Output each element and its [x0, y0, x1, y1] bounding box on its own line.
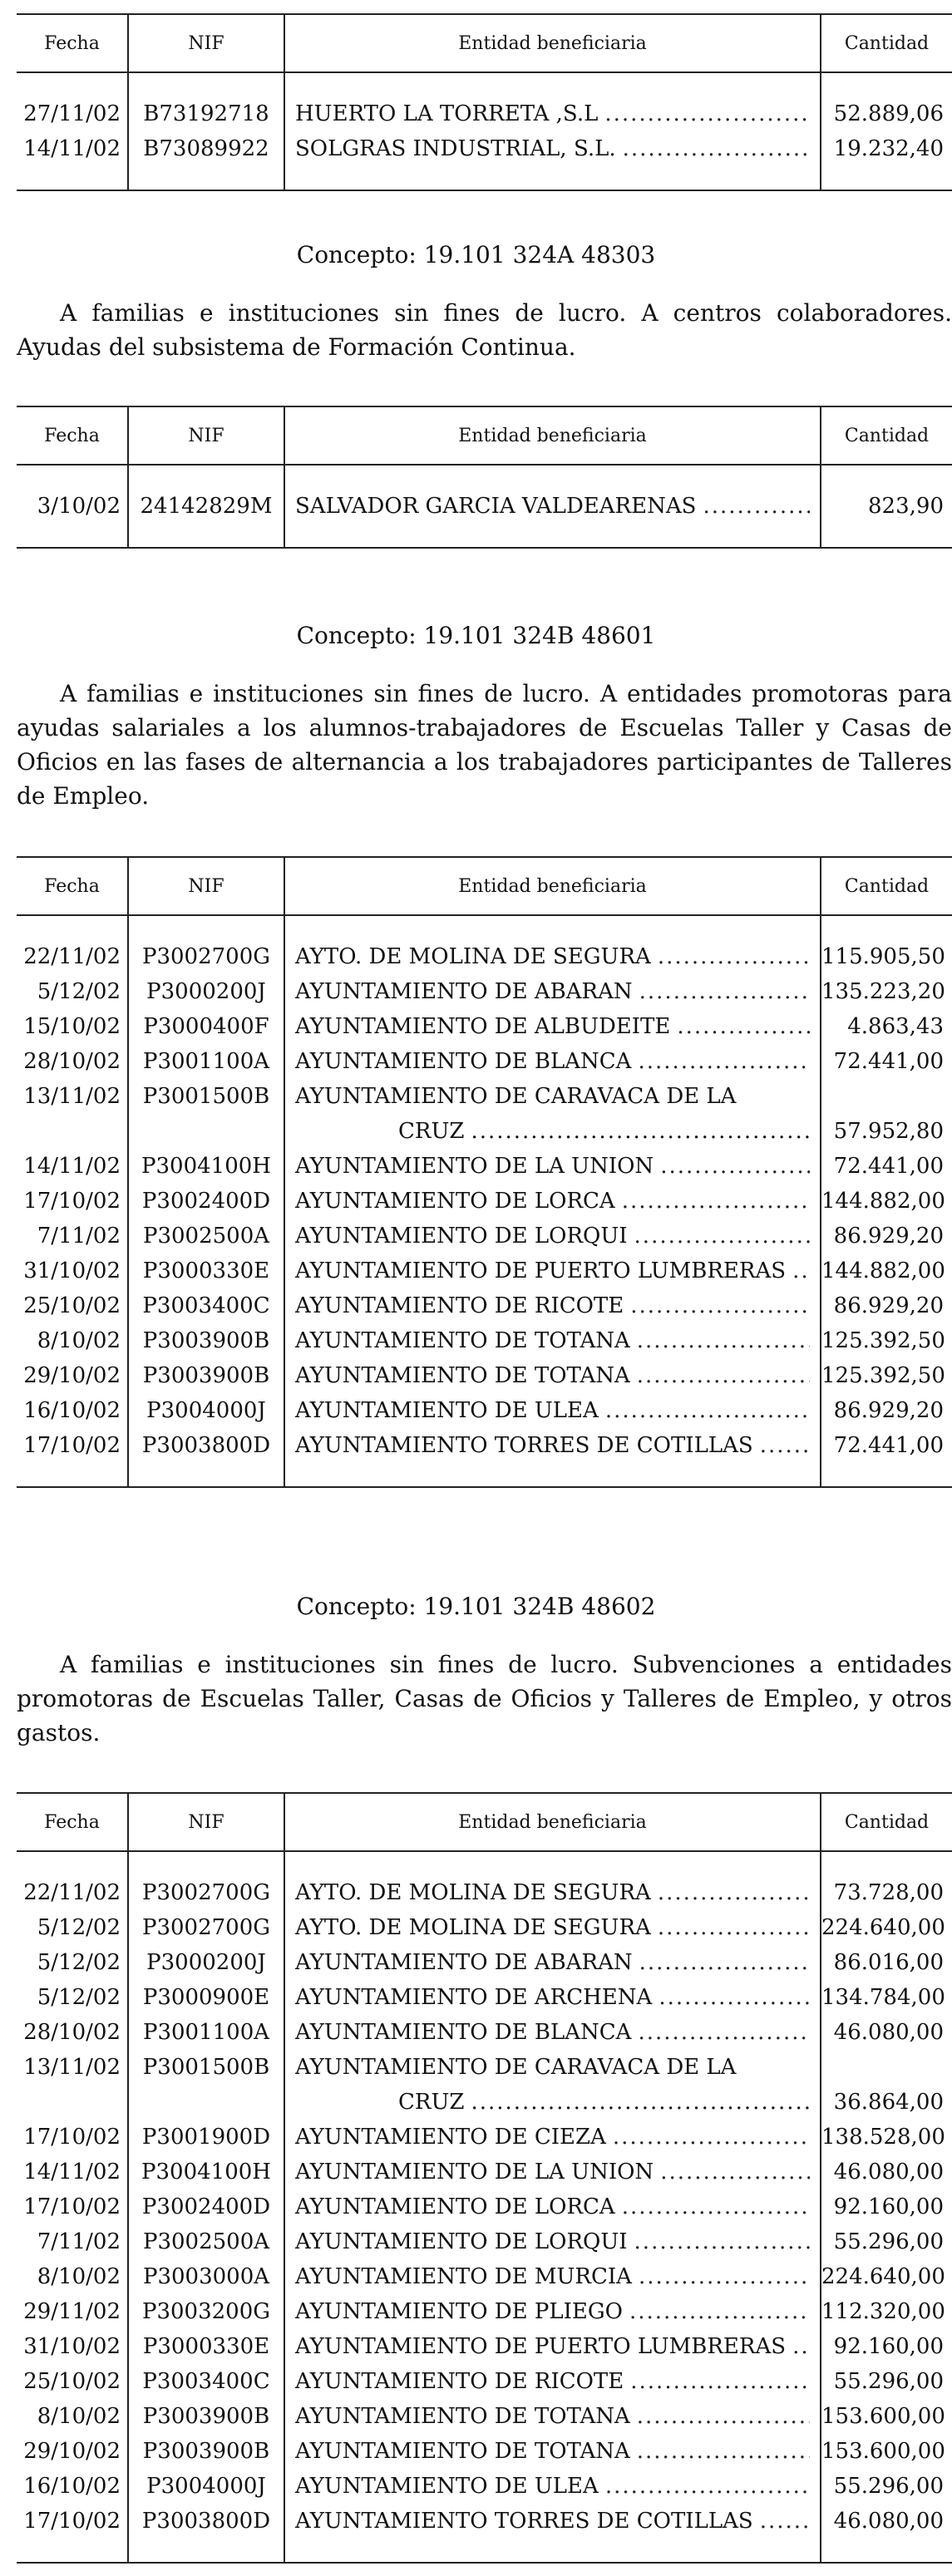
entidad-line-2 [295, 1114, 810, 1149]
cantidad-column [820, 916, 952, 1486]
entidad-column [284, 465, 820, 547]
fecha-column [17, 916, 127, 1486]
fecha-cell: 17/10/02 [23, 2509, 121, 2534]
entidad-cell [285, 2120, 820, 2155]
nif-cell: P3004100H [141, 1154, 271, 1179]
entidad-name: HUERTO LA TORRETA ,S.L [295, 101, 599, 126]
entidad-line-2-text: CRUZ [398, 2090, 465, 2115]
fecha-cell: 17/10/02 [23, 2125, 121, 2150]
entidad-cell [285, 1184, 820, 1219]
nif-cell: P3002400D [141, 1189, 271, 1214]
header-nif: NIF [127, 407, 284, 464]
fecha-cell: 5/12/02 [37, 1950, 121, 1975]
nif-column [127, 465, 284, 547]
cantidad-cell: 138.528,00 [821, 2125, 945, 2150]
entidad-cell [285, 1009, 820, 1044]
entidad-cell [285, 2189, 820, 2224]
fecha-cell: 8/10/02 [37, 2264, 121, 2289]
fecha-cell: 14/11/02 [23, 1154, 121, 1179]
entidad-name: AYTO. DE MOLINA DE SEGURA [295, 1915, 651, 1940]
concepto-description: A familias e instituciones sin fines de lucro. Subvenciones a entidades promotoras de Escuelas Taller, Casas de Oficios y Talleres de Empleo, y otros gastos. [17, 1651, 952, 1746]
entidad-cell [285, 96, 820, 131]
fecha-column [17, 73, 127, 190]
entidad-name: AYUNTAMIENTO TORRES DE COTILLAS [295, 2509, 753, 2534]
fecha-column [17, 465, 127, 547]
table-header [17, 1794, 952, 1852]
entidad-cell [285, 1149, 820, 1184]
cantidad-cell: 36.864,00 [833, 2090, 944, 2115]
cantidad-cell: 57.952,80 [833, 1119, 944, 1144]
nif-cell: P3003900B [142, 2404, 270, 2429]
leader-dots [622, 1184, 810, 1219]
fecha-cell: 31/10/02 [23, 2334, 121, 2359]
cantidad-cell: 125.392,50 [821, 1363, 945, 1388]
cantidad-cell: 46.080,00 [833, 2020, 944, 2045]
leader-dots [634, 2224, 810, 2259]
entidad-name: AYUNTAMIENTO DE TOTANA [295, 2404, 630, 2429]
entidad-cell [285, 1254, 820, 1288]
entidad-cell [285, 2434, 820, 2469]
leader-dots [658, 939, 810, 974]
fecha-cell: 29/11/02 [23, 2299, 121, 2324]
nif-cell: P3002500A [142, 1224, 270, 1249]
header-cantidad: Cantidad [820, 15, 952, 71]
leader-dots [703, 489, 810, 524]
leader-dots [660, 2155, 810, 2189]
fecha-cell: 25/10/02 [23, 1293, 121, 1318]
entidad-cell [285, 1219, 820, 1254]
fecha-cell: 13/11/02 [23, 2055, 121, 2080]
entidad-name: AYUNTAMIENTO DE LORCA [295, 1189, 615, 1214]
leader-dots [660, 1149, 810, 1184]
cantidad-cell: 86.929,20 [833, 1224, 944, 1249]
cantidad-cell: 72.441,00 [833, 1049, 944, 1074]
fecha-cell: 29/10/02 [23, 2439, 121, 2464]
concepto-heading: Concepto: 19.101 324B 48602 [296, 1593, 656, 1620]
entidad-name: AYUNTAMIENTO DE BLANCA [295, 2020, 632, 2045]
cantidad-cell: 86.929,20 [833, 1293, 944, 1318]
leader-dots [605, 2469, 810, 2504]
leader-dots [639, 1945, 810, 1980]
nif-cell: P3001500B [142, 2055, 270, 2080]
leader-dots [659, 1980, 810, 2015]
leader-dots [630, 1288, 810, 1323]
entidad-name: SOLGRAS INDUSTRIAL, S.L. [295, 136, 616, 161]
fecha-cell: 7/11/02 [37, 2229, 121, 2254]
entidad-line-2 [295, 2085, 810, 2120]
entidad-name: AYUNTAMIENTO DE LORCA [295, 2194, 615, 2219]
fecha-column [17, 1852, 127, 2562]
nif-cell: P3000400F [143, 1014, 269, 1039]
nif-column [127, 1852, 284, 2562]
fecha-cell: 7/11/02 [37, 1224, 121, 1249]
cantidad-cell: 4.863,43 [847, 1014, 944, 1039]
nif-cell: P3000200J [146, 1950, 266, 1975]
entidad-cell [285, 2504, 820, 2539]
table-body [17, 916, 952, 1486]
cantidad-cell: 144.882,00 [821, 1189, 945, 1214]
entidad-line-1: AYUNTAMIENTO DE CARAVACA DE LA [295, 1084, 737, 1109]
leader-dots [792, 2329, 810, 2364]
nif-cell: P3003000A [142, 2264, 270, 2289]
cantidad-cell: 153.600,00 [821, 2404, 945, 2429]
entidad-cell [285, 1393, 820, 1428]
header-entidad: Entidad beneficiaria [284, 1794, 820, 1850]
fecha-cell: 16/10/02 [23, 1398, 121, 1423]
fecha-cell: 3/10/02 [37, 494, 121, 519]
nif-cell: P3002700G [141, 944, 271, 969]
table-body [17, 73, 952, 190]
entidad-line-2-text: CRUZ [398, 1119, 465, 1144]
entidad-cell [285, 974, 820, 1009]
entidad-name: AYUNTAMIENTO DE LORQUI [295, 1224, 628, 1249]
leader-dots [637, 1323, 810, 1358]
entidad-column [284, 1852, 820, 2562]
entidad-cell [285, 489, 820, 524]
cantidad-cell: 52.889,06 [833, 101, 944, 126]
fecha-cell: 5/12/02 [37, 1985, 121, 2010]
fecha-cell: 8/10/02 [37, 1328, 121, 1353]
nif-cell: P3003800D [141, 1433, 271, 1458]
nif-cell: P3004100H [141, 2160, 271, 2184]
nif-column [127, 916, 284, 1486]
entidad-cell [285, 2469, 820, 2504]
leader-dots [471, 2085, 810, 2120]
leader-dots [629, 2294, 810, 2329]
leader-dots [622, 2189, 810, 2224]
fecha-cell: 17/10/02 [23, 1189, 121, 1214]
table-body [17, 1852, 952, 2562]
fecha-cell: 28/10/02 [23, 2020, 121, 2045]
leader-dots [613, 2120, 810, 2155]
header-nif: NIF [127, 15, 284, 71]
leader-dots [677, 1009, 810, 1044]
nif-cell: B73089922 [143, 136, 269, 161]
entidad-name: AYUNTAMIENTO DE RICOTE [295, 1293, 624, 1318]
leader-dots [638, 2015, 810, 2050]
entidad-name: AYUNTAMIENTO DE PLIEGO [295, 2299, 623, 2324]
concepto-heading: Concepto: 19.101 324B 48601 [296, 622, 656, 649]
entidad-cell [285, 2050, 820, 2120]
entidad-name: AYTO. DE MOLINA DE SEGURA [295, 944, 651, 969]
header-cantidad: Cantidad [820, 407, 952, 464]
entidad-name: AYUNTAMIENTO DE LA UNION [295, 1154, 654, 1179]
entidad-name: AYUNTAMIENTO TORRES DE COTILLAS [295, 1433, 753, 1458]
fecha-cell: 5/12/02 [37, 1915, 121, 1940]
entidad-name: SALVADOR GARCIA VALDEARENAS [295, 494, 697, 519]
entidad-cell [285, 2224, 820, 2259]
nif-cell: 24142829M [140, 494, 273, 519]
entidad-name: AYUNTAMIENTO DE LORQUI [295, 2229, 628, 2254]
entidad-cell [285, 1044, 820, 1079]
leader-dots [637, 2434, 810, 2469]
entidad-name: AYTO. DE MOLINA DE SEGURA [295, 1880, 651, 1905]
entidad-name: AYUNTAMIENTO DE ARCHENA [295, 1985, 653, 2010]
entidad-cell [285, 939, 820, 974]
leader-dots [658, 1910, 810, 1945]
nif-column [127, 73, 284, 190]
cantidad-cell: 19.232,40 [833, 136, 944, 161]
nif-cell: P3003900B [142, 1328, 270, 1353]
cantidad-cell: 86.016,00 [833, 1950, 944, 1975]
entidad-name: AYUNTAMIENTO DE LA UNION [295, 2160, 654, 2184]
entidad-cell [285, 2259, 820, 2294]
cantidad-cell: 72.441,00 [833, 1433, 944, 1458]
cantidad-cell: 134.784,00 [821, 1985, 945, 2010]
cantidad-cell: 135.223,20 [821, 979, 945, 1004]
fecha-cell: 28/10/02 [23, 1049, 121, 1074]
entidad-cell [285, 1288, 820, 1323]
cantidad-cell: 153.600,00 [821, 2439, 945, 2464]
leader-dots [792, 1254, 810, 1288]
entidad-cell [285, 1358, 820, 1393]
concepto-description: A familias e instituciones sin fines de lucro. A entidades promotoras para ayudas salariales a los alumnos-trabajadores de Escuelas Taller y Casas de Oficios en las fases de alternancia a los trabajadores participantes de Talleres de Empleo. [17, 680, 952, 810]
cantidad-cell: 224.640,00 [821, 1915, 945, 1940]
entidad-cell [285, 1980, 820, 2015]
cantidad-cell: 92.160,00 [833, 2334, 944, 2359]
nif-cell: P3001100A [142, 2020, 270, 2045]
leader-dots [638, 1044, 810, 1079]
entidad-cell [285, 1323, 820, 1358]
nif-cell: P3003900B [142, 2439, 270, 2464]
cantidad-column [820, 73, 952, 190]
entidad-name: AYUNTAMIENTO DE MURCIA [295, 2264, 632, 2289]
cantidad-cell: 46.080,00 [833, 2509, 944, 2534]
header-cantidad: Cantidad [820, 858, 952, 914]
header-nif: NIF [127, 858, 284, 914]
fecha-cell: 27/11/02 [23, 101, 121, 126]
cantidad-cell: 92.160,00 [833, 2194, 944, 2219]
entidad-name: AYUNTAMIENTO DE ABARAN [295, 1950, 633, 1975]
entidad-name: AYUNTAMIENTO DE PUERTO LUMBRERAS [295, 1258, 787, 1283]
header-fecha: Fecha [44, 875, 100, 897]
cantidad-cell: 115.905,50 [821, 944, 945, 969]
nif-cell: P3000330E [142, 2334, 270, 2359]
header-nif: NIF [127, 1794, 284, 1850]
entidad-name: AYUNTAMIENTO DE ALBUDEITE [295, 1014, 671, 1039]
nif-cell: P3002700G [141, 1880, 271, 1905]
leader-dots [605, 1393, 810, 1428]
entidad-column [284, 916, 820, 1486]
entidad-cell [285, 2294, 820, 2329]
nif-cell: P3004000J [146, 1398, 266, 1423]
entidad-name: AYUNTAMIENTO DE ULEA [295, 2474, 599, 2499]
entidad-line-1: AYUNTAMIENTO DE CARAVACA DE LA [295, 2055, 737, 2080]
header-cantidad: Cantidad [820, 1794, 952, 1850]
entidad-cell [285, 1910, 820, 1945]
entidad-cell [285, 1079, 820, 1149]
fecha-cell: 13/11/02 [23, 1084, 121, 1109]
entidad-name: AYUNTAMIENTO DE ABARAN [295, 979, 633, 1004]
nif-cell: P3001100A [142, 1049, 270, 1074]
header-fecha: Fecha [44, 425, 100, 446]
cantidad-cell: 144.882,00 [821, 1258, 945, 1283]
table-header [17, 407, 952, 465]
entidad-cell [285, 2399, 820, 2434]
entidad-column [284, 73, 820, 190]
nif-cell: P3001500B [142, 1084, 270, 1109]
leader-dots [760, 1428, 810, 1463]
beneficiaries-table-4 [17, 1792, 952, 2564]
cantidad-cell: 86.929,20 [833, 1398, 944, 1423]
entidad-name: AYUNTAMIENTO DE TOTANA [295, 1363, 630, 1388]
concepto-heading: Concepto: 19.101 324A 48303 [296, 241, 656, 268]
fecha-cell: 31/10/02 [23, 1258, 121, 1283]
fecha-cell: 16/10/02 [23, 2474, 121, 2499]
table-header [17, 858, 952, 916]
cantidad-column [820, 465, 952, 547]
cantidad-cell: 55.296,00 [833, 2229, 944, 2254]
cantidad-cell: 224.640,00 [821, 2264, 945, 2289]
nif-cell: P3002400D [141, 2194, 271, 2219]
leader-dots [637, 2399, 810, 2434]
fecha-cell: 17/10/02 [23, 2194, 121, 2219]
cantidad-cell: 72.441,00 [833, 1154, 944, 1179]
leader-dots [634, 1219, 810, 1254]
header-entidad: Entidad beneficiaria [284, 858, 820, 914]
fecha-cell: 5/12/02 [37, 979, 121, 1004]
entidad-cell [285, 2155, 820, 2189]
entidad-name: AYUNTAMIENTO DE TOTANA [295, 1328, 630, 1353]
leader-dots [639, 974, 810, 1009]
beneficiaries-table-2 [17, 406, 952, 549]
entidad-cell [285, 1945, 820, 1980]
nif-cell: P3000200J [146, 979, 266, 1004]
cantidad-column [820, 1852, 952, 2562]
nif-cell: P3003800D [141, 2509, 271, 2534]
entidad-cell [285, 1428, 820, 1463]
nif-cell: P3003200G [141, 2299, 271, 2324]
cantidad-cell: 125.392,50 [821, 1328, 945, 1353]
beneficiaries-table-1 [17, 13, 952, 191]
entidad-cell [285, 2329, 820, 2364]
cantidad-cell: 823,90 [868, 494, 944, 519]
nif-cell: P3001900D [141, 2125, 271, 2150]
header-entidad: Entidad beneficiaria [284, 407, 820, 464]
fecha-cell: 14/11/02 [23, 136, 121, 161]
entidad-name: AYUNTAMIENTO DE RICOTE [295, 2369, 624, 2394]
nif-cell: P3000330E [142, 1258, 270, 1283]
concepto-description: A familias e instituciones sin fines de lucro. A centros colaboradores. Ayudas del subsistema de Formación Continua. [17, 299, 952, 361]
fecha-cell: 14/11/02 [23, 2160, 121, 2184]
leader-dots [658, 1875, 810, 1910]
fecha-cell: 15/10/02 [23, 1014, 121, 1039]
leader-dots [623, 131, 810, 166]
leader-dots [630, 2364, 810, 2399]
entidad-name: AYUNTAMIENTO DE ULEA [295, 1398, 599, 1423]
fecha-cell: 22/11/02 [23, 1880, 121, 1905]
entidad-name: AYUNTAMIENTO DE PUERTO LUMBRERAS [295, 2334, 787, 2359]
header-fecha: Fecha [44, 32, 100, 54]
nif-cell: P3003400C [142, 2369, 270, 2394]
beneficiaries-table-3 [17, 856, 952, 1488]
nif-cell: P3002500A [142, 2229, 270, 2254]
leader-dots [604, 96, 810, 131]
cantidad-cell: 73.728,00 [833, 1880, 944, 1905]
fecha-cell: 25/10/02 [23, 2369, 121, 2394]
fecha-cell: 29/10/02 [23, 1363, 121, 1388]
cantidad-cell: 112.320,00 [821, 2299, 945, 2324]
cantidad-cell: 55.296,00 [833, 2474, 944, 2499]
entidad-name: AYUNTAMIENTO DE TOTANA [295, 2439, 630, 2464]
cantidad-cell: 55.296,00 [833, 2369, 944, 2394]
entidad-cell [285, 2015, 820, 2050]
entidad-cell [285, 1875, 820, 1910]
entidad-name: AYUNTAMIENTO DE CIEZA [295, 2125, 606, 2150]
leader-dots [760, 2504, 810, 2539]
table-body [17, 465, 952, 547]
nif-cell: P3003900B [142, 1363, 270, 1388]
cantidad-cell: 46.080,00 [833, 2160, 944, 2184]
nif-cell: P3003400C [142, 1293, 270, 1318]
leader-dots [639, 2259, 810, 2294]
nif-cell: B73192718 [143, 101, 269, 126]
nif-cell: P3004000J [146, 2474, 266, 2499]
fecha-cell: 8/10/02 [37, 2404, 121, 2429]
entidad-name: AYUNTAMIENTO DE BLANCA [295, 1049, 632, 1074]
nif-cell: P3000900E [142, 1985, 270, 2010]
header-fecha: Fecha [44, 1811, 100, 1833]
entidad-cell [285, 131, 820, 166]
entidad-cell [285, 2364, 820, 2399]
fecha-cell: 17/10/02 [23, 1433, 121, 1458]
fecha-cell: 22/11/02 [23, 944, 121, 969]
header-entidad: Entidad beneficiaria [284, 15, 820, 71]
nif-cell: P3002700G [141, 1915, 271, 1940]
table-header [17, 15, 952, 73]
leader-dots [637, 1358, 810, 1393]
leader-dots [471, 1114, 810, 1149]
